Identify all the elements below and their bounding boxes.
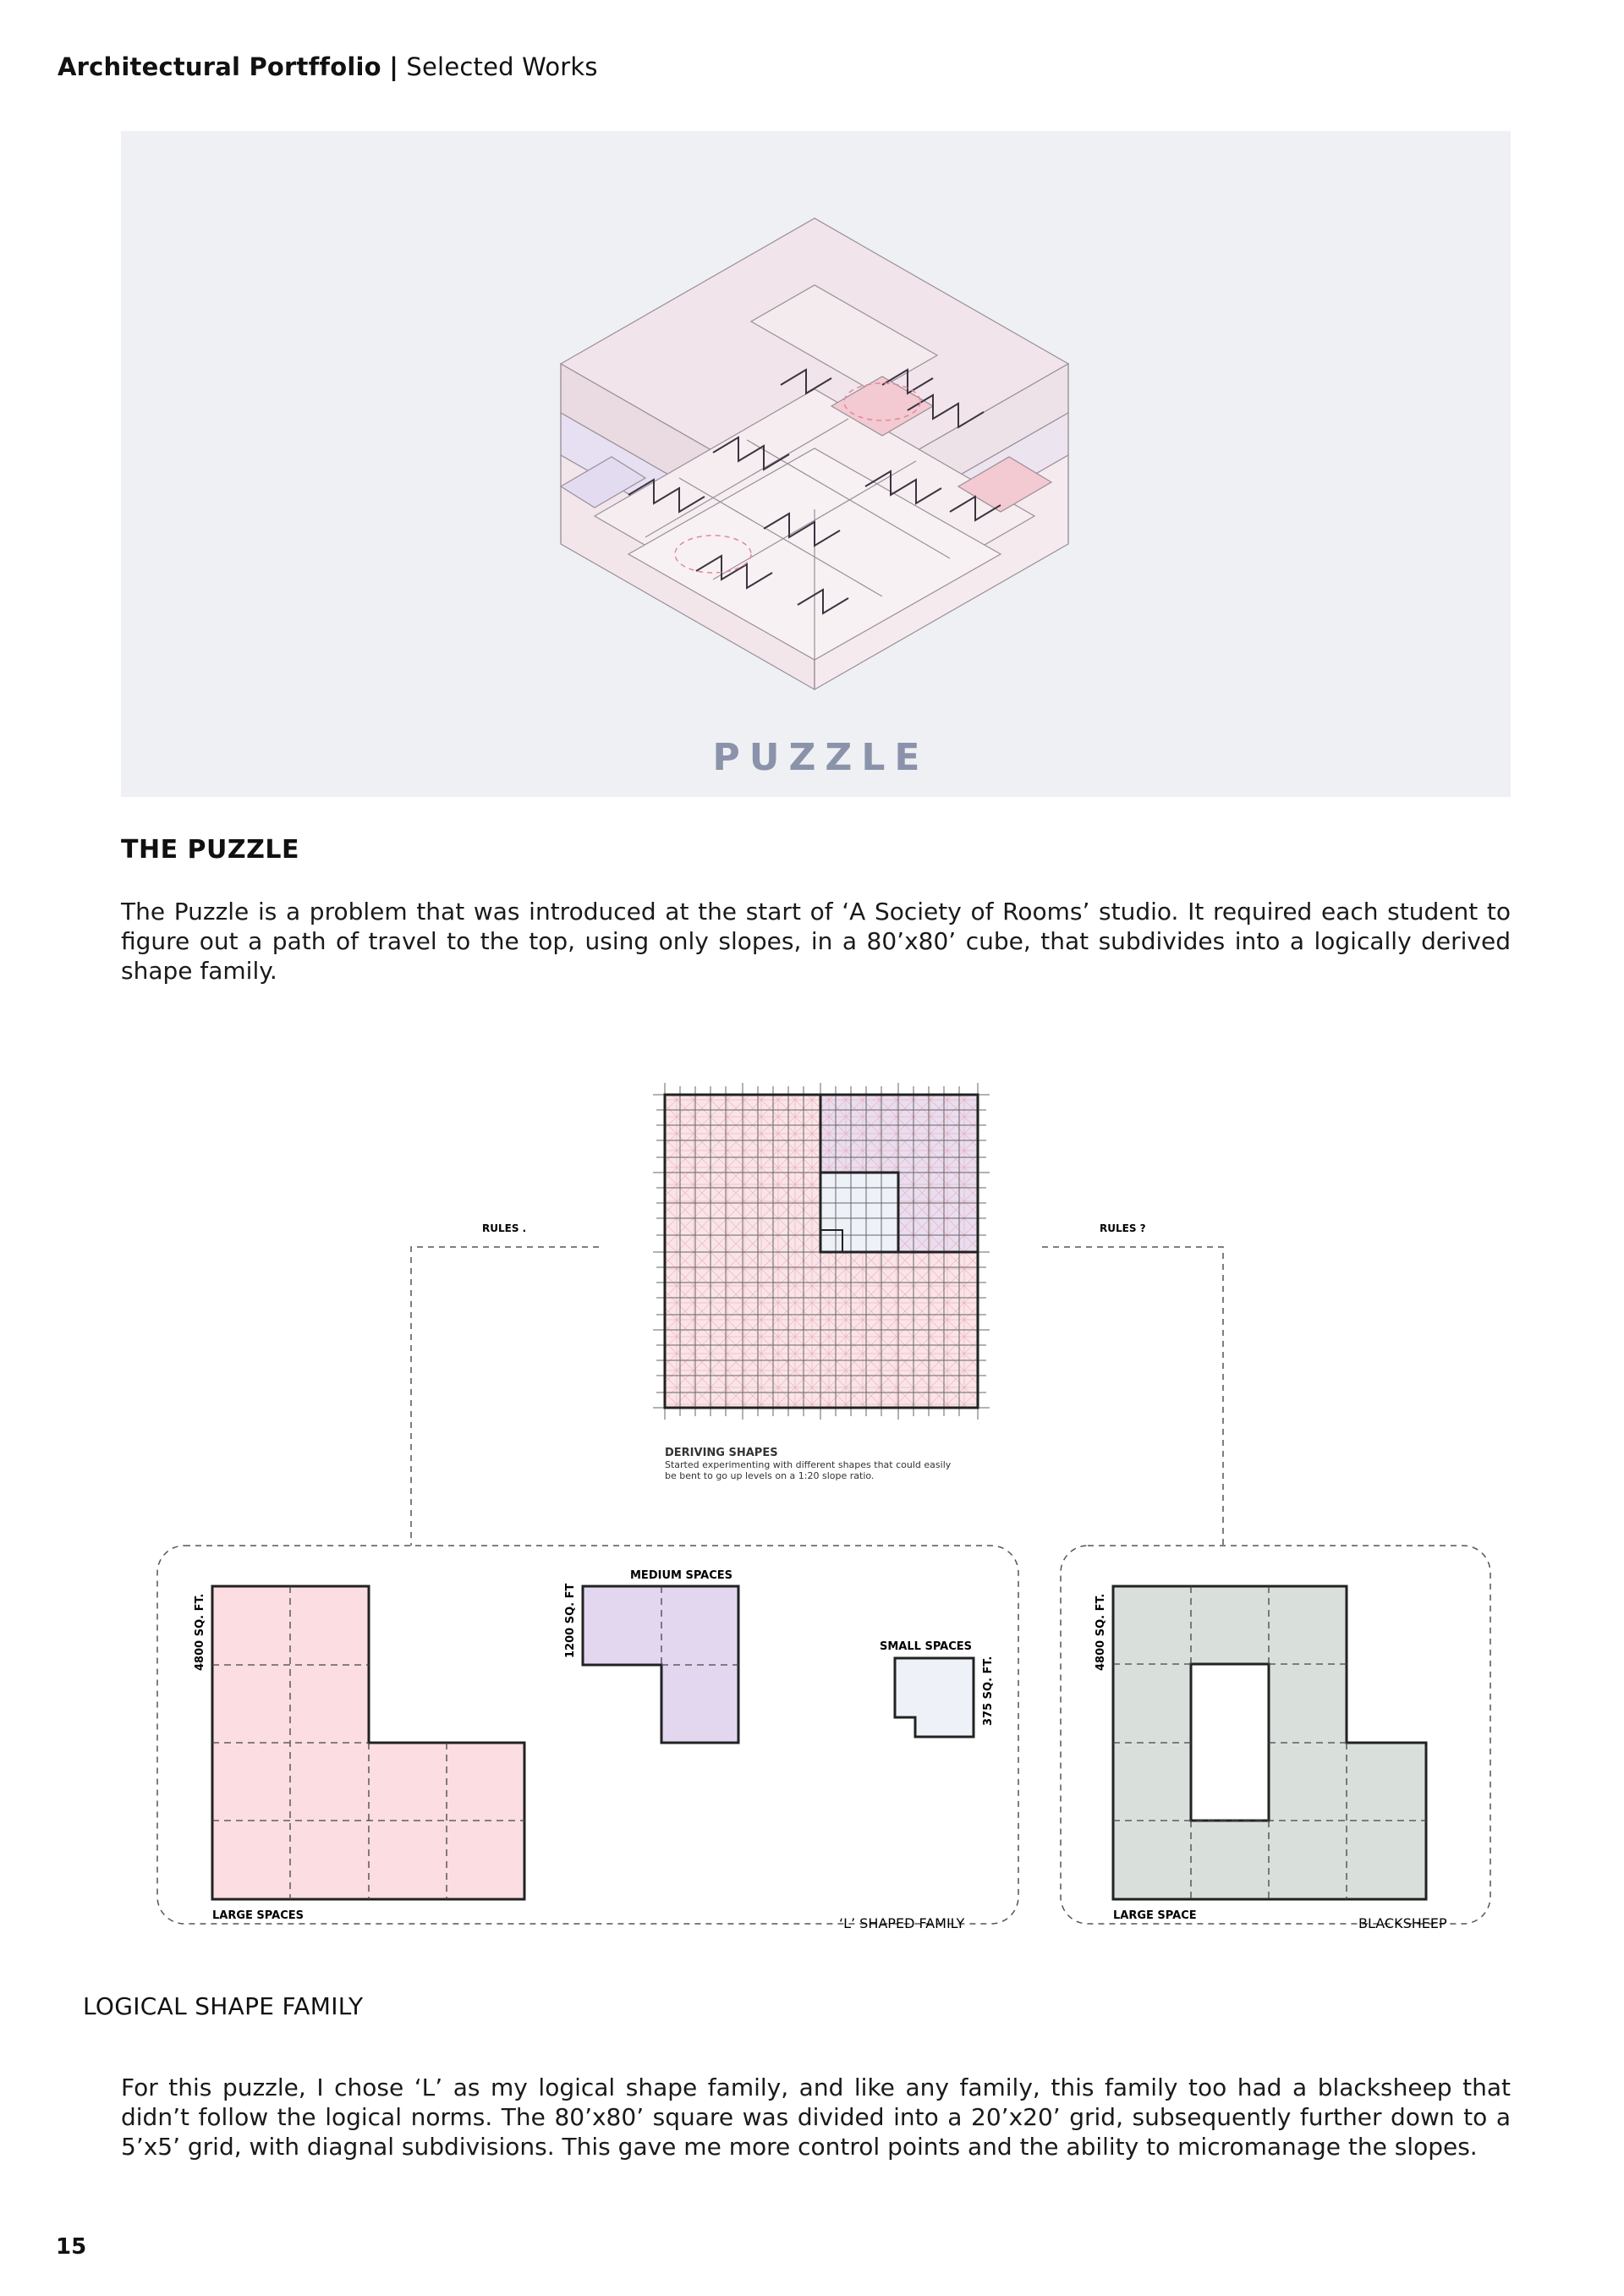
small-area-label: 375 SQ. FT.: [982, 1656, 995, 1726]
hero-caption: PUZZLE: [712, 736, 930, 779]
blacksheep-space-label: LARGE SPACE: [1113, 1909, 1197, 1922]
small-l-shape: [895, 1658, 974, 1737]
isometric-puzzle-drawing: [121, 131, 1511, 797]
rules-left-label: RULES .: [482, 1222, 527, 1234]
blacksheep-shape: [1113, 1586, 1426, 1899]
portfolio-subtitle: Selected Works: [406, 52, 598, 81]
deriving-line-2: be bent to go up levels on a 1:20 slope ratio.: [665, 1470, 875, 1481]
medium-l-shape: [583, 1586, 738, 1743]
puzzle-hero-image: [121, 131, 1511, 797]
deriving-shapes-grid: [653, 1083, 990, 1420]
portfolio-title: Architectural Portffolio: [58, 52, 381, 81]
medium-area-label: 1200 SQ. FT: [564, 1583, 577, 1658]
blacksheep-area-label: 4800 SQ. FT.: [1095, 1593, 1107, 1671]
large-area-label: 4800 SQ. FT.: [194, 1593, 206, 1671]
medium-spaces-label: MEDIUM SPACES: [630, 1569, 733, 1582]
logical-shape-family-heading: LOGICAL SHAPE FAMILY: [83, 1992, 364, 2020]
rules-right-label: RULES ?: [1100, 1222, 1146, 1234]
large-spaces-label: LARGE SPACES: [212, 1909, 304, 1922]
logical-paragraph: For this puzzle, I chose ‘L’ as my logical shape family, and like any family, this family too had a blacksheep that didn’t follow the logical norms. The 80’x80’ square was divided into a 20’x20’ grid, subsequently further down to a 5’x5’ grid, with diagnal subdivisions. This gave me more control points and the ability to micromanage the slopes.: [121, 2074, 1511, 2161]
small-spaces-label: SMALL SPACES: [880, 1640, 972, 1653]
page-header: [58, 52, 598, 81]
blacksheep-family-label: BLACKSHEEP: [1358, 1915, 1447, 1931]
deriving-title: DERIVING SHAPES: [665, 1447, 778, 1459]
shape-family-diagram: [0, 1049, 1624, 1971]
deriving-line-1: Started experimenting with different shapes that could easily: [665, 1459, 952, 1470]
l-family-label: ‘L’ SHAPED FAMILY: [839, 1915, 965, 1931]
intro-paragraph: The Puzzle is a problem that was introduced at the start of ‘A Society of Rooms’ studio. It required each student to figure out a path of travel to the top, using only slopes, in a 80’x80’ cube, that subdivides into a logically derived shape family.: [121, 898, 1511, 985]
page-number: 15: [56, 2234, 87, 2260]
header-separator: |: [389, 52, 398, 81]
large-l-shape: [212, 1586, 524, 1899]
section-heading: THE PUZZLE: [121, 835, 299, 865]
